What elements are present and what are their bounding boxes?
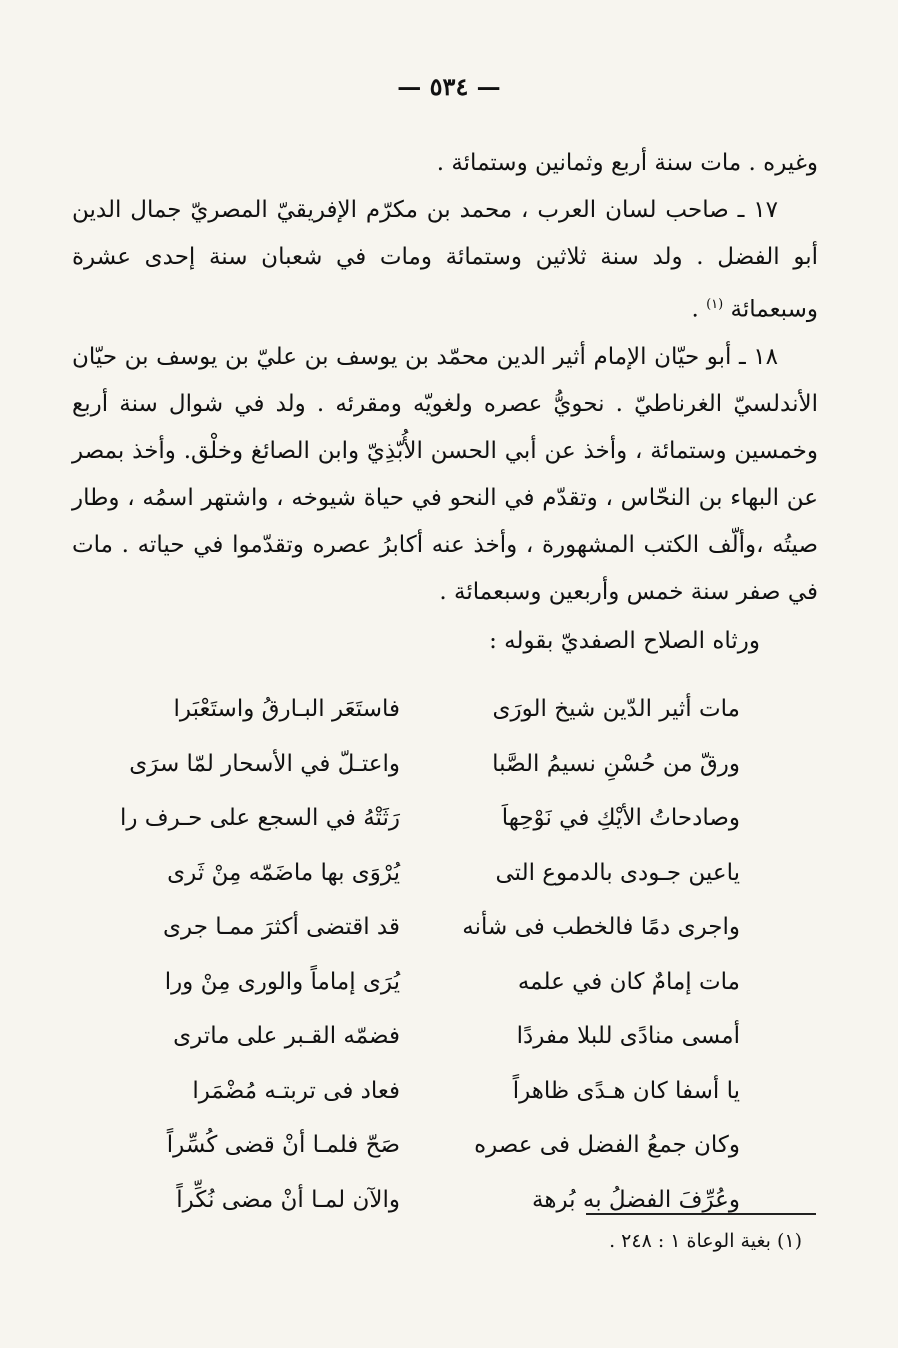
footnote: (١) بغية الوعاة ١ : ٢٤٨ . bbox=[609, 1230, 802, 1252]
second-hemistich: صَحّ فلمـا أنْ قضى كُسِّراً bbox=[166, 1132, 400, 1159]
verse-line bbox=[140, 955, 740, 1010]
entry-18: ١٨ ـ أبو حيّان الإمام أثير الدين محمّد بن يوسف بن عليّ بن يوسف بن حيّان الأندلسيّ الغرناطيّ . نحويُّ عصره ولغويّه ومقرئه . ولد في شوال سنة أربع وخمسين وستمائة ، وأخذ عن أبي الحسن الأُبّذِيّ وابن الصائغ وخلْق. وأخذ بمصر عن البهاء بن النحّاس ، وتقدّم في النحو في حياة شيوخه ، واشتهر اسمُه ، وطار صيتُه ،وألّف الكتب المشهورة ، وأخذ عنه أكابرُ عصره وتقدّموا في حياته . مات في صفر سنة خمس وأربعين وسبعمائة . bbox=[72, 343, 818, 605]
verse-line bbox=[140, 1118, 740, 1173]
first-hemistich: ورقّ من حُسْنِ نسيمُ الصَّبا bbox=[492, 750, 740, 777]
body-text bbox=[72, 140, 818, 665]
poem-intro: ورثاه الصلاح الصفديّ بقوله : bbox=[489, 627, 760, 654]
second-hemistich: يُرْوَى بها ماضَمّه مِنْ ثَرى bbox=[167, 859, 400, 886]
second-hemistich: واعتـلّ في الأسحار لمّا سرَى bbox=[129, 750, 400, 777]
verse-line bbox=[120, 791, 740, 846]
verse-line bbox=[140, 1173, 740, 1228]
footnote-divider bbox=[586, 1213, 816, 1215]
first-hemistich: وعُرِّفَ الفضلُ به بُرهة bbox=[532, 1186, 740, 1213]
second-hemistich: قد اقتضى أكثرَ ممـا جرى bbox=[163, 914, 400, 941]
verse-line bbox=[140, 682, 740, 737]
second-hemistich: والآن لمـا أنْ مضى نُكِّراً bbox=[176, 1186, 400, 1213]
entry-17 bbox=[72, 187, 818, 334]
first-hemistich: ياعين جـودى بالدموع التى bbox=[495, 859, 740, 886]
second-hemistich: فاستَعَر البـارقُ واستَعْبَرا bbox=[173, 696, 400, 723]
entry-17-end: . bbox=[691, 296, 707, 323]
verse-line bbox=[140, 1009, 740, 1064]
poem bbox=[120, 682, 740, 1227]
footnote-marker: (١) bbox=[706, 297, 724, 312]
page-number: — ٥٣٤ — bbox=[397, 72, 501, 101]
second-hemistich: فضمّه القـبر على ماترى bbox=[173, 1023, 400, 1050]
second-hemistich: يُرَى إماماً والورى مِنْ ورا bbox=[164, 968, 400, 995]
second-hemistich: فعاد فى تربتـه مُضْمَرا bbox=[192, 1077, 400, 1104]
first-hemistich: وصادحاتُ الأيْكِ في نَوْحِهاَ bbox=[501, 805, 740, 832]
first-hemistich: واجرى دمًا فالخطب فى شأنه bbox=[462, 914, 740, 941]
verse-line bbox=[129, 737, 740, 792]
verse-line bbox=[140, 1064, 740, 1119]
second-hemistich: رَثَتْهُ في السجع على حـرف را bbox=[120, 805, 400, 832]
first-hemistich: وكان جمعُ الفضل فى عصره bbox=[474, 1132, 740, 1159]
paragraph-continuation: وغيره . مات سنة أربع وثمانين وستمائة . bbox=[436, 150, 818, 176]
verse-line bbox=[140, 846, 740, 901]
first-hemistich: أمسى منادًى للبلا مفردًا bbox=[516, 1023, 740, 1050]
first-hemistich: مات أثير الدّين شيخ الورَى bbox=[492, 696, 740, 723]
first-hemistich: يا أسفا كان هـدًى ظاهراً bbox=[512, 1077, 740, 1104]
first-hemistich: مات إمامٌ كان في علمه bbox=[517, 968, 740, 995]
entry-17-text: ١٧ ـ صاحب لسان العرب ، محمد بن مكرّم الإفريقيّ المصريّ جمال الدين أبو الفضل . ولد سنة ثلاثين وستمائة ومات في شعبان سنة إحدى عشرة وسبعمائة bbox=[72, 197, 818, 323]
verse-line bbox=[140, 900, 740, 955]
